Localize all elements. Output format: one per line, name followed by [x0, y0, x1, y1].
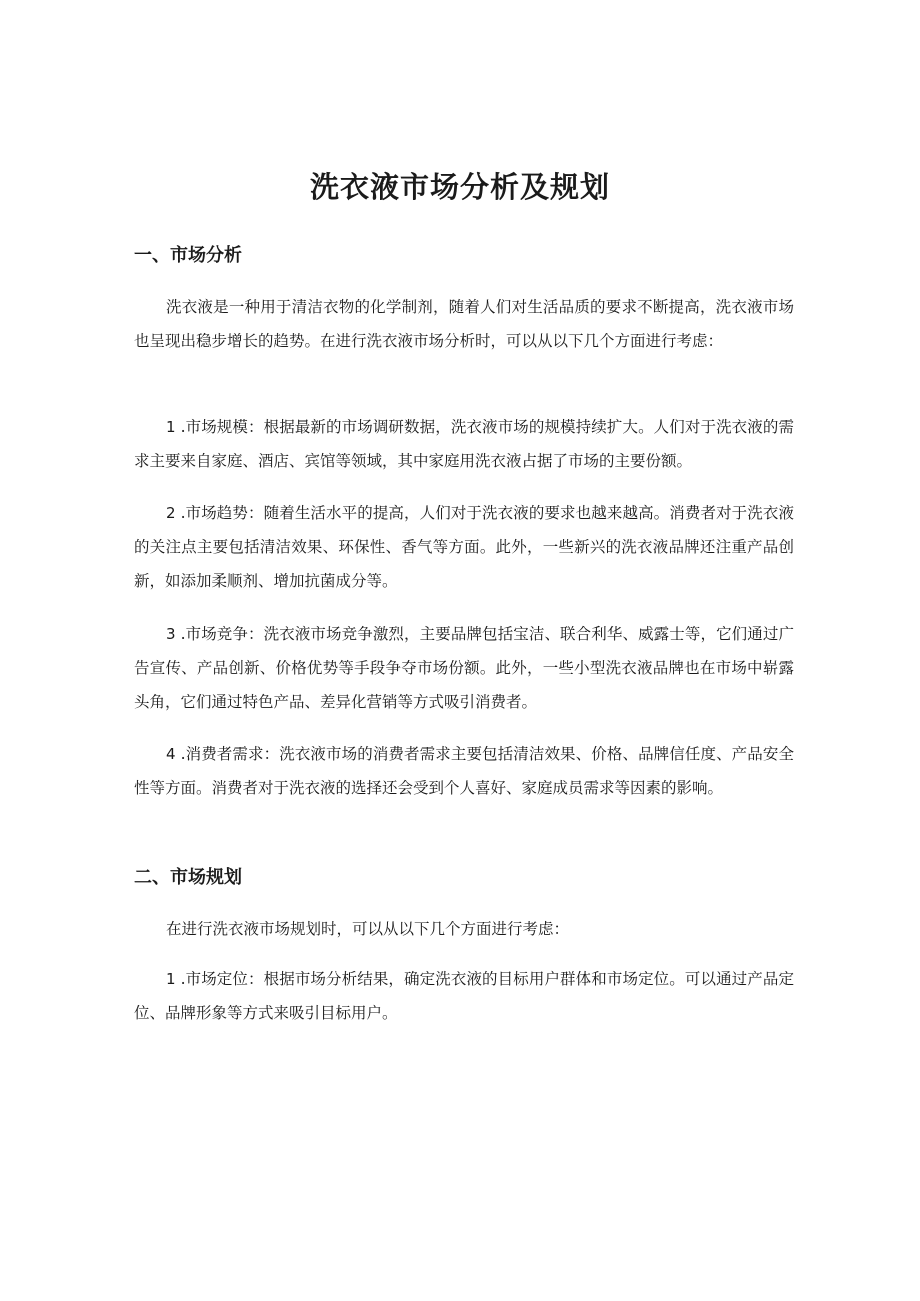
item-text: .市场趋势：随着生活水平的提高，人们对于洗衣液的要求也越来越高。消费者对于洗衣液的关注点主要包括清洁效果、环保性、香气等方面。此外，一些新兴的洗衣液品牌还注重产品创新，如添加柔顺剂、增加抗菌成分等。 [134, 504, 794, 590]
section1-intro-paragraph: 洗衣液是一种用于清洁衣物的化学制剂，随着人们对生活品质的要求不断提高，洗衣液市场也呈现出稳步增长的趋势。在进行洗衣液市场分析时，可以从以下几个方面进行考虑： [134, 298, 794, 350]
item-text: .市场竞争：洗衣液市场竞争激烈，主要品牌包括宝洁、联合利华、威露士等，它们通过广告宣传、产品创新、价格优势等手段争夺市场份额。此外，一些小型洗衣液品牌也在市场中崭露头角，它们通过特色产品、差异化营销等方式吸引消费者。 [134, 625, 794, 711]
section2-item-1 [134, 962, 794, 1030]
item-number: 1 [166, 418, 176, 436]
item-number: 2 [166, 504, 176, 522]
item-text: .市场规模：根据最新的市场调研数据，洗衣液市场的规模持续扩大。人们对于洗衣液的需求主要来自家庭、酒店、宾馆等领域，其中家庭用洗衣液占据了市场的主要份额。 [134, 418, 794, 470]
section-heading-market-analysis: 一、市场分析 [134, 245, 242, 266]
item-number: 1 [166, 970, 176, 988]
item-number: 3 [166, 625, 176, 643]
section-heading-market-planning: 二、市场规划 [134, 867, 242, 888]
item-text: .消费者需求：洗衣液市场的消费者需求主要包括清洁效果、价格、品牌信任度、产品安全性等方面。消费者对于洗衣液的选择还会受到个人喜好、家庭成员需求等因素的影响。 [134, 745, 794, 797]
document-title: 洗衣液市场分析及规划 [309, 170, 610, 204]
section1-item-4 [134, 737, 794, 805]
section1-item-2 [134, 496, 794, 598]
item-text: .市场定位：根据市场分析结果，确定洗衣液的目标用户群体和市场定位。可以通过产品定位、品牌形象等方式来吸引目标用户。 [134, 970, 794, 1022]
section1-item-1 [134, 410, 794, 478]
section1-item-3 [134, 617, 794, 719]
item-number: 4 [166, 745, 176, 763]
section2-intro-paragraph: 在进行洗衣液市场规划时，可以从以下几个方面进行考虑： [166, 920, 570, 938]
